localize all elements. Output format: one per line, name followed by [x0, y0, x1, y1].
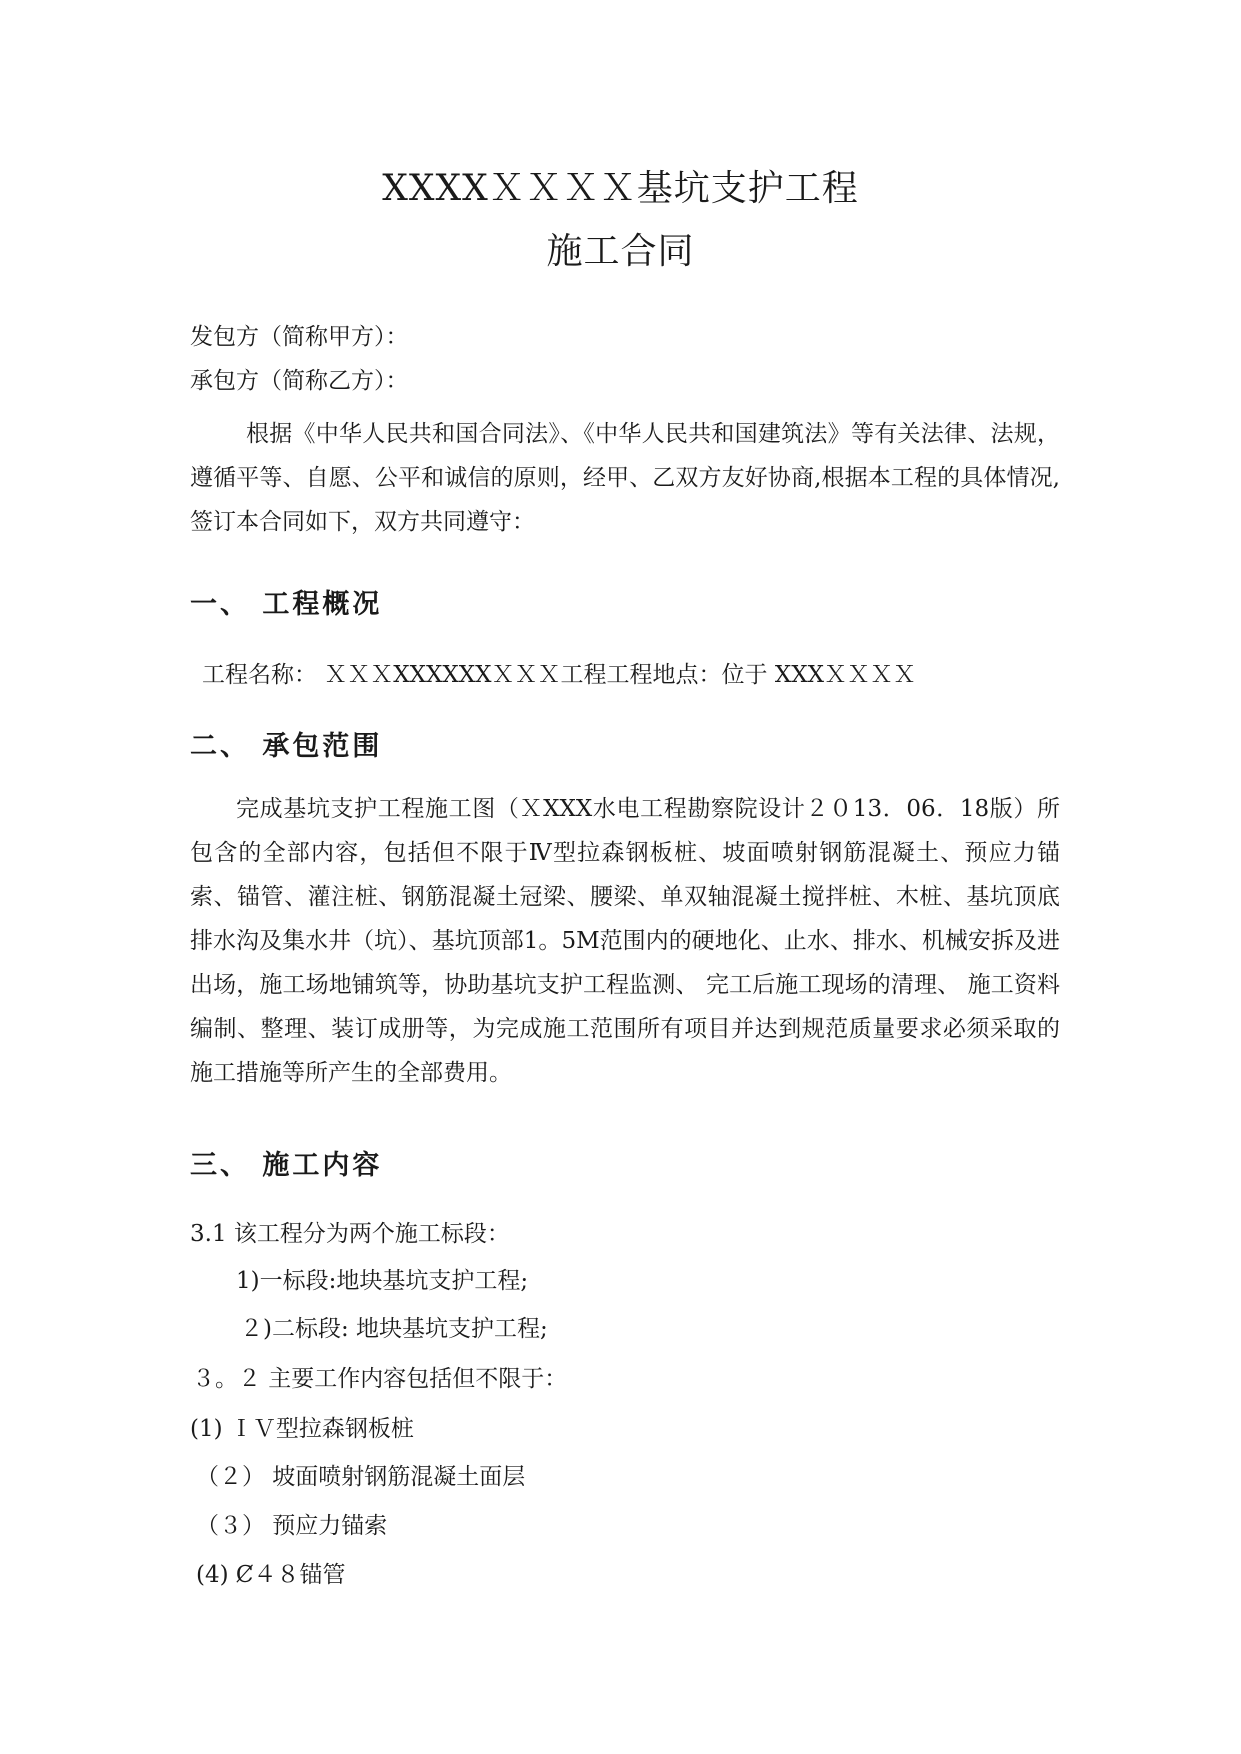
document-subtitle: 施工合同	[546, 231, 695, 272]
section-2-heading: 二、 承包范围	[190, 731, 383, 762]
list-item: （２） 坡面喷射钢筋混凝土面层	[196, 1464, 526, 1490]
intro-paragraph: 根据《中华人民共和国合同法》、《中华人民共和国建筑法》等有关法律、法规，遵循平等、自愿、公平和诚信的原则，经甲、乙双方友好协商,根据本工程的具体情况,签订本合同如下，双方共同遵守：	[190, 421, 1060, 535]
section-3-heading: 三、 施工内容	[190, 1150, 383, 1181]
party-b-label: 承包方（简称乙方）：	[190, 368, 409, 394]
list-item: (1) ＩＶ型拉森钢板桩	[190, 1416, 414, 1442]
section-1-heading: 一、 工程概况	[190, 589, 383, 620]
item-3-1: 3.1 该工程分为两个施工标段：	[190, 1221, 510, 1247]
sub-item-1: 1)一标段:地块基坑支护工程;	[236, 1268, 529, 1294]
list-item: (4) Ȼ４８锚管	[196, 1562, 346, 1588]
sub-item-2: ２)二标段: 地块基坑支护工程;	[240, 1316, 548, 1342]
party-a-label: 发包方（简称甲方）：	[190, 324, 409, 350]
item-3-2: ３。２ 主要工作内容包括但不限于：	[192, 1366, 568, 1392]
scope-paragraph: 完成基坑支护工程施工图（ＸXXX水电工程勘察院设计２０13．06．18版）所包含的全部内容，包括但不限于Ⅳ型拉森钢板桩、坡面喷射钢筋混凝土、预应力锚索、锚管、灌注桩、钢筋混凝土冠梁、腰梁、单双轴混凝土搅拌桩、木桩、基坑顶底排水沟及集水井（坑）、基坑顶部1。5M范围内的硬地化、止水、排水、机械安拆及进出场，施工场地铺筑等，协助基坑支护工程监测、 完工后施工现场的清理、 施工资料编制、整理、装订成册等，为完成施工范围所有项目并达到规范质量要求必须采取的施工措施等所产生的全部费用。	[190, 796, 1060, 1086]
document-title: XXXXＸＸＸＸ基坑支护工程	[382, 168, 859, 209]
list-item: （３） 预应力锚索	[196, 1513, 388, 1539]
project-info: 工程名称： ＸＸＸXXXXXXＸＸＸ工程工程地点：位于 XXXＸＸＸＸ	[202, 662, 916, 688]
